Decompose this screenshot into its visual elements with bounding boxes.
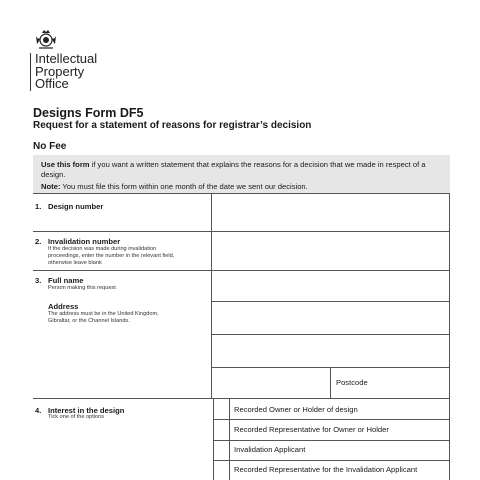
ipo-logo: [30, 28, 120, 91]
postcode-label: Postcode: [336, 378, 368, 387]
option-checkbox-1[interactable]: [214, 399, 229, 419]
form-subtitle: Request for a statement of reasons for registrar’s decision: [33, 120, 312, 131]
notice-note-bold: Note:: [41, 182, 61, 191]
q1-number: 1.: [35, 202, 42, 211]
fee-label: No Fee: [33, 141, 67, 152]
option-label-1: Recorded Owner or Holder of design: [234, 405, 358, 414]
address-line-2-field[interactable]: [212, 335, 449, 367]
option-checkbox-4[interactable]: [214, 461, 229, 480]
rule-opt-2: [213, 440, 450, 441]
q4-help: Tick one of the options: [48, 414, 105, 420]
notice-use-bold: Use this form: [41, 160, 90, 169]
address-help-line-1: The address must be in the United Kingdom,: [48, 311, 159, 317]
option-label-3: Invalidation Applicant: [234, 445, 306, 454]
royal-crest-icon: [34, 28, 58, 50]
q3-label: [35, 276, 83, 285]
address-line-1-field[interactable]: [212, 302, 449, 334]
notice-use-text: if you want a written statement that explains the reasons for a decision that we made in respect of a design.: [41, 160, 426, 179]
q3-text: Full name: [48, 276, 84, 285]
q2-help-line-1: If the decision was made during invalidation: [48, 246, 157, 252]
notice-use-line: [41, 160, 450, 180]
q2-text: Invalidation number: [48, 237, 121, 246]
option-label-4: Recorded Representative for the Invalidation Applicant: [234, 465, 418, 474]
tick-col-right: [229, 398, 230, 480]
q4-text: Interest in the design: [48, 406, 125, 415]
option-label-2: Recorded Representative for Owner or Holder: [234, 425, 389, 434]
address-help-line-2: Gibraltar, or the Channel Islands.: [48, 317, 130, 324]
rule-opt-3: [213, 460, 450, 461]
q3-help: Person making this request: [48, 285, 116, 291]
logo-line-1: Intellectual: [35, 51, 98, 66]
rule-right: [449, 193, 450, 480]
q2-help: [48, 246, 174, 266]
q3-number: 3.: [35, 276, 42, 285]
address-help: [48, 311, 159, 325]
logo-wordmark: [30, 53, 120, 91]
q2-number: 2.: [35, 237, 42, 246]
q2-label: [35, 237, 120, 246]
logo-line-2: Property: [35, 63, 85, 79]
rule-q3: [33, 398, 450, 399]
option-checkbox-3[interactable]: [214, 441, 229, 460]
notice-box: [33, 155, 450, 193]
q4-number: 4.: [35, 406, 42, 415]
form-title: Designs Form DF5: [33, 106, 144, 120]
address-label: Address: [48, 302, 79, 311]
q1-label: [35, 202, 103, 211]
notice-note-text: You must file this form within one month of the date we sent our decision.: [60, 182, 308, 191]
rule-opt-1: [213, 419, 450, 420]
q2-help-line-3: otherwise leave blank: [48, 259, 102, 266]
notice-note-line: [41, 182, 450, 192]
design-number-field[interactable]: [212, 194, 449, 231]
address-line-3-field[interactable]: [212, 368, 330, 398]
option-checkbox-2[interactable]: [214, 420, 229, 440]
invalidation-number-field[interactable]: [212, 232, 449, 270]
full-name-field[interactable]: [212, 271, 449, 301]
logo-line-3: Office: [35, 76, 69, 91]
q1-text: Design number: [48, 202, 104, 211]
q2-help-line-2: proceedings, enter the number in the relevant field,: [48, 252, 175, 259]
